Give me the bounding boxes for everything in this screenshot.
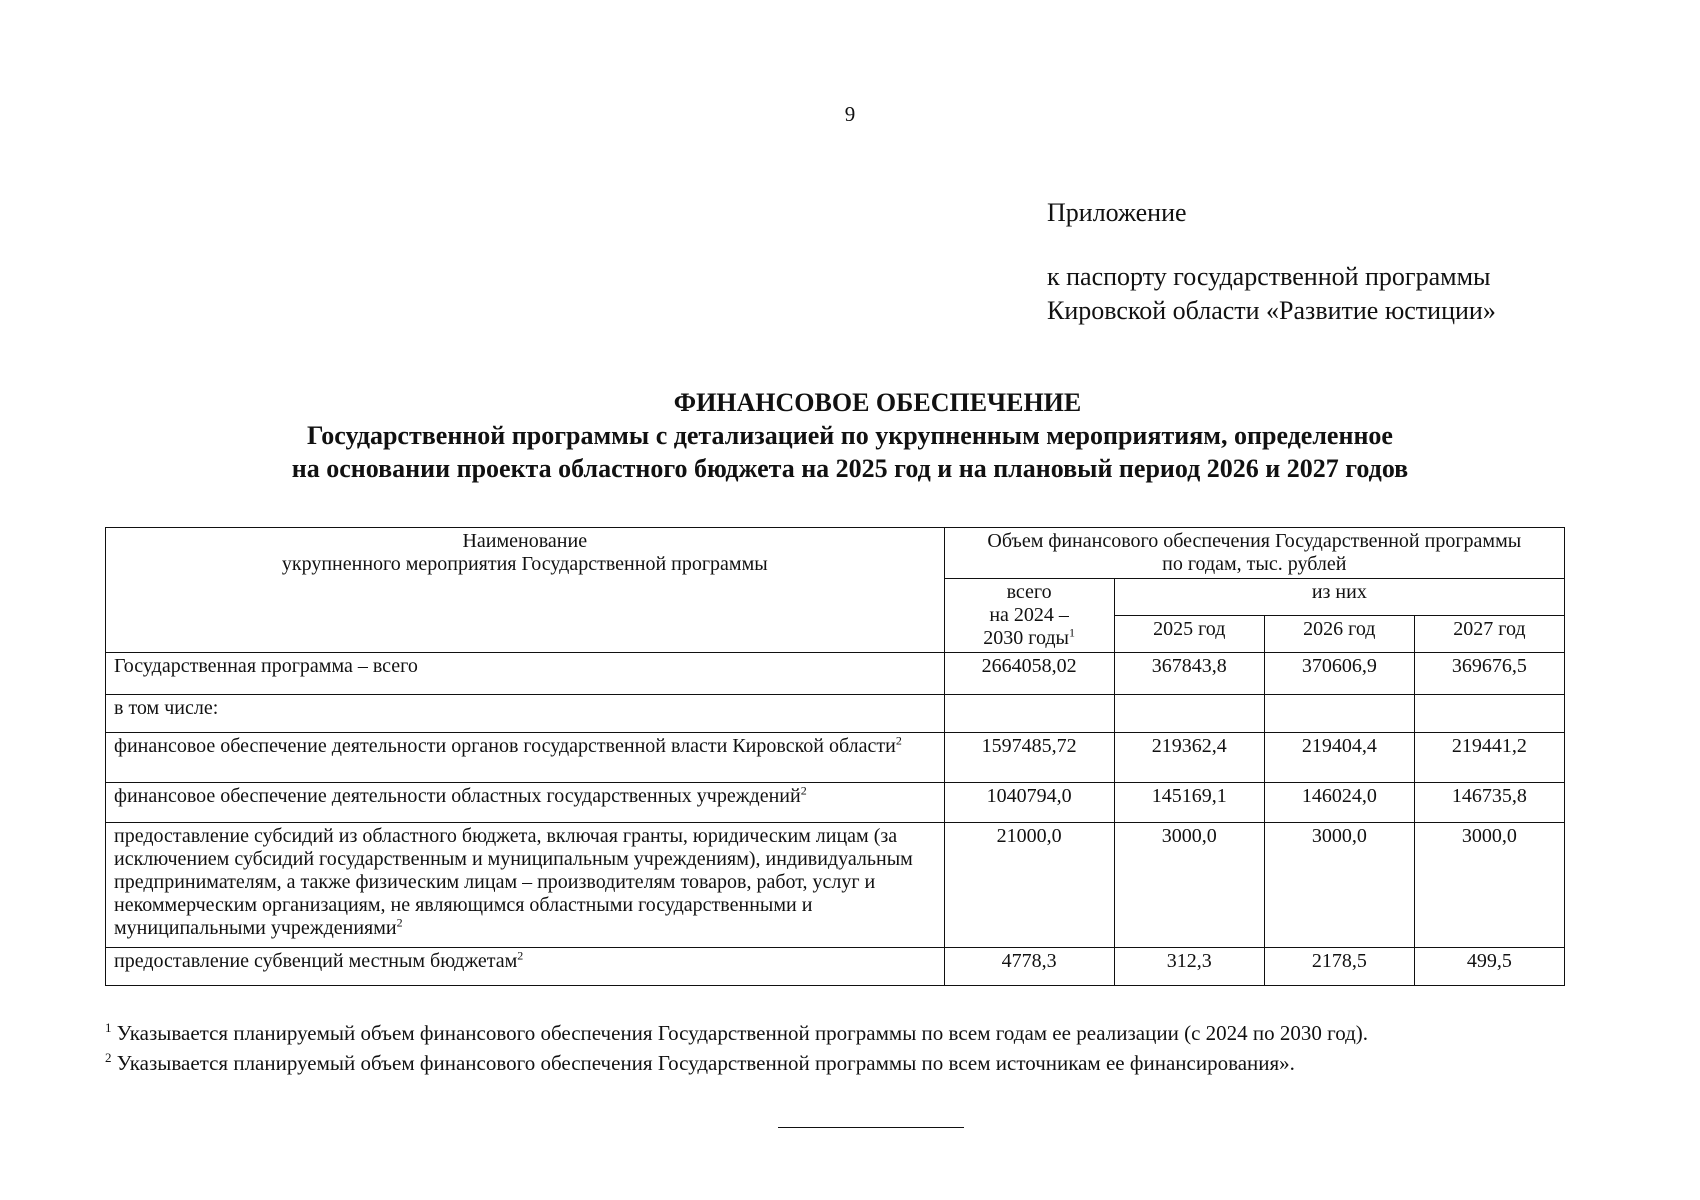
cell-2026: 3000,0 <box>1264 823 1414 948</box>
col-total-header-line-2: на 2024 – <box>989 604 1069 626</box>
cell-2027: 219441,2 <box>1414 733 1564 783</box>
row-name <box>106 948 945 986</box>
cell-2026: 2178,5 <box>1264 948 1414 986</box>
heading-line-3: на основании проекта областного бюджета на 2025 год и на плановый период 2026 и 2027 годов <box>291 454 1409 483</box>
appendix-line-2: Кировской области «Развитие юстиции» <box>1047 296 1496 325</box>
cell-2027: 499,5 <box>1414 948 1564 986</box>
appendix-block <box>1047 196 1496 328</box>
footnotes <box>105 1018 1368 1078</box>
cell-2025: 145169,1 <box>1114 783 1264 823</box>
table-row <box>106 695 1565 733</box>
row-name-text: предоставление субвенций местным бюджетам <box>114 950 518 972</box>
heading-line-2: Государственной программы с детализацией по укрупненным мероприятиям, определенное <box>307 421 1393 450</box>
footnote-2-mark: 2 <box>105 1050 112 1065</box>
col-total-header <box>944 579 1114 653</box>
cell-total: 1040794,0 <box>944 783 1114 823</box>
row-footnote-mark: 2 <box>517 948 524 963</box>
row-name <box>106 653 945 695</box>
row-footnote-mark: 2 <box>396 915 403 930</box>
cell-total: 4778,3 <box>944 948 1114 986</box>
row-name-text: Государственная программа – всего <box>114 655 418 677</box>
appendix-line-1: к паспорту государственной программы <box>1047 262 1491 291</box>
table-row <box>106 948 1565 986</box>
col-volume-header <box>944 528 1564 579</box>
cell-2025: 3000,0 <box>1114 823 1264 948</box>
end-rule <box>778 1127 964 1128</box>
col-of-them-header: из них <box>1114 579 1564 616</box>
row-name-text: финансовое обеспечение деятельности областных государственных учреждений <box>114 785 801 807</box>
header-row-1 <box>106 528 1565 579</box>
cell-2026 <box>1264 695 1414 733</box>
cell-2026: 370606,9 <box>1264 653 1414 695</box>
table-row <box>106 653 1565 695</box>
row-name-text: финансовое обеспечение деятельности органов государственной власти Кировской области <box>114 735 896 757</box>
footnote-1-text: Указывается планируемый объем финансового обеспечения Государственной программы по всем годам ее реализации (с 2024 по 2030 год). <box>116 1021 1369 1045</box>
cell-2027: 3000,0 <box>1414 823 1564 948</box>
row-name <box>106 733 945 783</box>
row-name <box>106 783 945 823</box>
cell-total: 2664058,02 <box>944 653 1114 695</box>
col-2025-header: 2025 год <box>1114 616 1264 653</box>
col-volume-header-line-2: по годам, тыс. рублей <box>1162 553 1347 575</box>
cell-2026: 219404,4 <box>1264 733 1414 783</box>
cell-2025 <box>1114 695 1264 733</box>
cell-total: 21000,0 <box>944 823 1114 948</box>
col-volume-header-line-1: Объем финансового обеспечения Государственной программы <box>987 530 1522 552</box>
appendix-title: Приложение <box>1047 198 1187 227</box>
cell-2027: 369676,5 <box>1414 653 1564 695</box>
cell-2026: 146024,0 <box>1264 783 1414 823</box>
col-name-header-line-1: Наименование <box>462 530 588 552</box>
footnote-1 <box>105 1018 1368 1048</box>
row-footnote-mark: 2 <box>800 783 807 798</box>
cell-2025: 367843,8 <box>1114 653 1264 695</box>
table-row <box>106 783 1565 823</box>
col-name-header-line-2: укрупненного мероприятия Государственной программы <box>281 553 768 575</box>
cell-2025: 219362,4 <box>1114 733 1264 783</box>
table-row <box>106 733 1565 783</box>
footnote-1-mark: 1 <box>105 1020 112 1035</box>
page-number: 9 <box>844 102 856 126</box>
heading-line-1: ФИНАНСОВОЕ ОБЕСПЕЧЕНИЕ <box>673 388 1082 417</box>
cell-2025: 312,3 <box>1114 948 1264 986</box>
table-row <box>106 823 1565 948</box>
row-name <box>106 695 945 733</box>
financing-table <box>105 527 1565 986</box>
row-name-text: в том числе: <box>114 697 219 719</box>
footnote-2 <box>105 1048 1368 1078</box>
col-total-header-line-3: 2030 годы <box>983 627 1069 649</box>
document-heading <box>0 386 1700 485</box>
row-footnote-mark: 2 <box>895 733 902 748</box>
col-2026-header: 2026 год <box>1264 616 1414 653</box>
col-name-header <box>106 528 945 653</box>
cell-2027 <box>1414 695 1564 733</box>
col-total-footnote-mark: 1 <box>1068 625 1075 640</box>
row-name-text: предоставление субсидий из областного бюджета, включая гранты, юридическим лицам (за исключением субсидий государственным и муниципальным учреждениям), индивидуальным предпринимателям, а также физическим лицам – производителям товаров, работ, услуг и некоммерческим организациям, не являющимся областными государственными и муниципальными учреждениями <box>114 825 913 939</box>
col-2027-header: 2027 год <box>1414 616 1564 653</box>
footnote-2-text: Указывается планируемый объем финансового обеспечения Государственной программы по всем источникам ее финансирования». <box>116 1051 1295 1075</box>
cell-2027: 146735,8 <box>1414 783 1564 823</box>
cell-total: 1597485,72 <box>944 733 1114 783</box>
row-name <box>106 823 945 948</box>
col-total-header-line-1: всего <box>1006 581 1052 603</box>
cell-total <box>944 695 1114 733</box>
